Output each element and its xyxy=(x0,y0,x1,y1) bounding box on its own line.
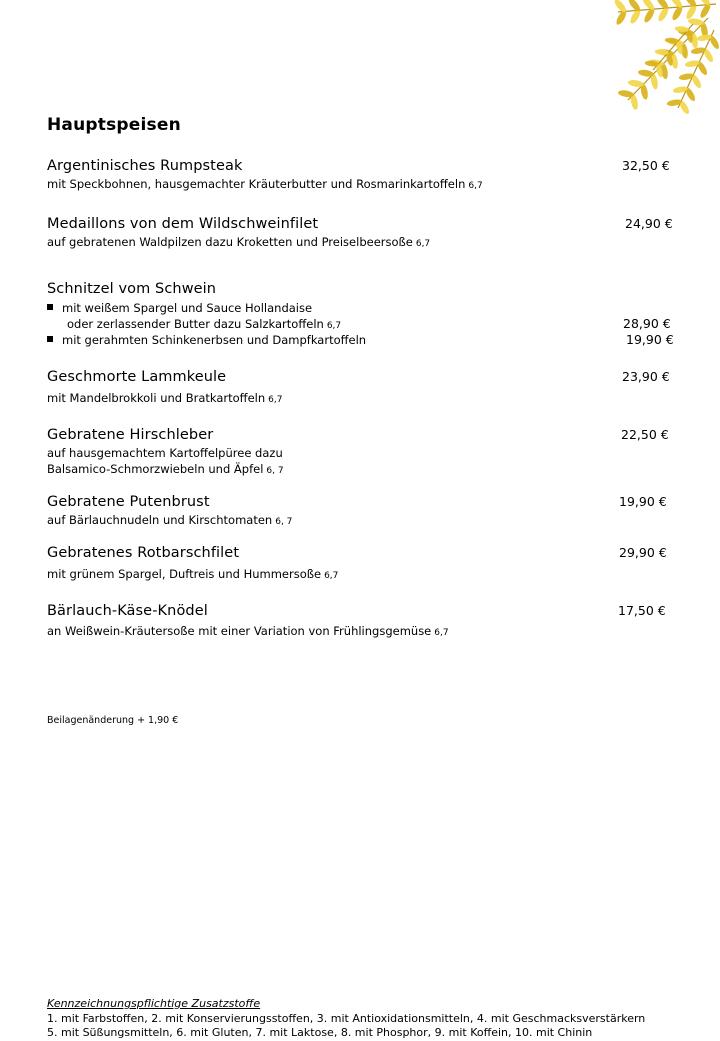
option-price: 28,90 € xyxy=(623,316,671,331)
dish-schnitzel xyxy=(47,279,677,299)
dish-description: mit Mandelbrokkoli und Bratkartoffeln 6,7 xyxy=(47,391,283,405)
dish-price: 29,90 € xyxy=(619,545,667,560)
footer-line: 5. mit Süßungsmitteln, 6. mit Gluten, 7. mit Laktose, 8. mit Phosphor, 9. mit Koffein, 10. mit Chinin xyxy=(47,1026,593,1039)
dish-rotbarschfilet xyxy=(47,543,677,584)
side-change-note: Beilagenänderung + 1,90 € xyxy=(47,715,179,726)
dish-hirschleber xyxy=(47,425,677,479)
dish-name: Gebratene Putenbrust xyxy=(47,494,210,510)
dish-price: 19,90 € xyxy=(619,494,667,509)
dish-description-continued: Balsamico-Schmorzwiebeln und Äpfel 6, 7 xyxy=(47,462,284,476)
dish-description: mit Speckbohnen, hausgemachter Kräuterbutter und Rosmarinkartoffeln 6,7 xyxy=(47,177,483,191)
dish-description: auf Bärlauchnudeln und Kirschtomaten 6, 7 xyxy=(47,513,293,527)
dish-wildschweinfilet xyxy=(47,214,677,252)
dish-description: an Weißwein-Kräutersoße mit einer Variation von Frühlingsgemüse 6,7 xyxy=(47,624,449,638)
dish-knoedel xyxy=(47,601,677,641)
dish-name: Gebratenes Rotbarschfilet xyxy=(47,545,240,561)
dish-description: mit grünem Spargel, Duftreis und Hummersoße 6,7 xyxy=(47,567,339,581)
dish-name: Medaillons von dem Wildschweinfilet xyxy=(47,216,319,232)
option-row: mit weißem Spargel und Sauce Hollandaise xyxy=(47,300,677,316)
dish-name: Gebratene Hirschleber xyxy=(47,427,214,443)
dish-lammkeule xyxy=(47,367,677,408)
dish-price: 24,90 € xyxy=(625,216,673,231)
footer-title: Kennzeichnungspflichtige Zusatzstoffe xyxy=(47,997,261,1010)
dish-price: 17,50 € xyxy=(618,603,666,618)
dish-price: 23,90 € xyxy=(622,369,670,384)
dish-name: Schnitzel vom Schwein xyxy=(47,281,217,297)
dish-name: Geschmorte Lammkeule xyxy=(47,369,227,385)
dish-rumpsteak xyxy=(47,156,677,194)
dish-putenbrust xyxy=(47,492,677,530)
dish-name: Bärlauch-Käse-Knödel xyxy=(47,603,208,619)
option-row: mit gerahmten Schinkenerbsen und Dampfkartoffeln xyxy=(47,332,677,348)
dish-price: 32,50 € xyxy=(622,158,670,173)
option-row-continued: oder zerlassender Butter dazu Salzkartoffeln 6,7 xyxy=(67,317,342,331)
page-title: Hauptspeisen xyxy=(47,115,181,135)
dish-price: 22,50 € xyxy=(621,427,669,442)
dish-description: auf hausgemachtem Kartoffelpüree dazu xyxy=(47,446,283,460)
dish-name: Argentinisches Rumpsteak xyxy=(47,158,243,174)
option-price: 19,90 € xyxy=(626,332,674,347)
bullet-icon xyxy=(47,336,53,342)
dish-description: auf gebratenen Waldpilzen dazu Kroketten und Preiselbeersoße 6,7 xyxy=(47,235,431,249)
leaf-decoration xyxy=(598,0,720,118)
additives-footer xyxy=(47,997,645,1041)
footer-line: 1. mit Farbstoffen, 2. mit Konservierungsstoffen, 3. mit Antioxidationsmitteln, 4. mit Geschmacksverstärkern xyxy=(47,1011,646,1025)
bullet-icon xyxy=(47,304,53,310)
